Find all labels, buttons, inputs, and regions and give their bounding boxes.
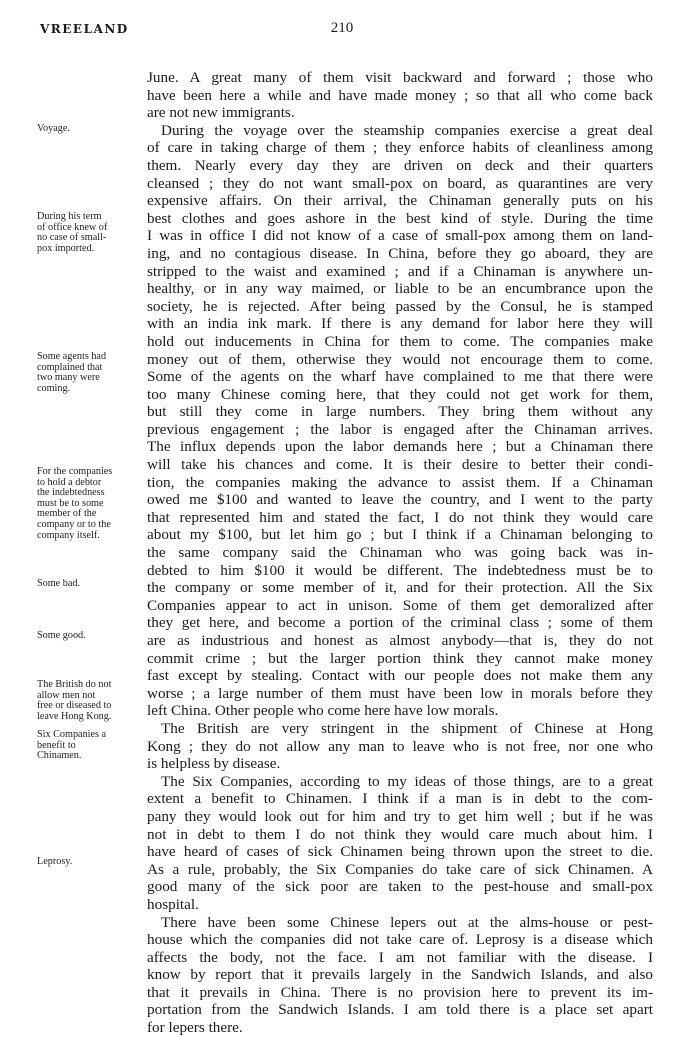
text-line: worse ; a large number of them must have been low in morals before they <box>147 684 653 702</box>
margin-note-line: of office knew of <box>37 221 108 233</box>
text-line: for lepers there. <box>147 1019 243 1037</box>
text-line: that it prevails in China. There is no provision here to prevent its im- <box>147 983 653 1001</box>
text-line: There have been some Chinese lepers out at the alms-house or pest- <box>161 913 653 931</box>
paragraph <box>147 69 653 122</box>
margin-note-line: coming. <box>37 382 71 394</box>
margin-note-line: During his term <box>37 211 102 222</box>
margin-note <box>37 730 141 762</box>
text-line: the company or some member of it, and for their protection. All the Six <box>147 579 653 597</box>
margin-note-line: no case of small- <box>37 232 107 244</box>
text-line: cleansed ; they do not want small-pox on board, as quarantines are very <box>147 174 653 192</box>
text-line: will take his chances and come. It is their desire to better their condi- <box>147 456 653 474</box>
margin-note-line: leave Hong Kong. <box>37 710 112 722</box>
margin-note-line: to hold a debtor <box>37 476 102 488</box>
text-line: I was in office I did not know of a case of small-pox among them on land- <box>147 227 653 245</box>
margin-note-line: benefit to <box>37 739 76 751</box>
text-line: with an india ink mark. If there is any demand for labor here they will <box>147 315 653 333</box>
body-text <box>147 69 653 1037</box>
margin-note-line: allow men not <box>37 689 96 701</box>
margin-note-line: Voyage. <box>37 123 70 134</box>
paragraph <box>147 122 653 720</box>
text-line: ing, and no contagious disease. In China, before they go aboard, they are <box>147 244 653 262</box>
margin-note-line: Six Companies a <box>37 729 107 740</box>
text-line: previous engagement ; the labor is engaged after the Chinaman arrives. <box>147 420 653 438</box>
text-line: portation from the Sandwich Islands. I am told there is a place set apart <box>147 1001 653 1019</box>
margin-note-line: Chinamen. <box>37 750 82 762</box>
text-line: Some of the agents on the wharf have complained to me that there were <box>147 368 653 386</box>
text-line: stripped to the waist and examined ; and if a Chinaman is anywhere un- <box>147 262 653 280</box>
text-line: affects the body, not the face. I am not familiar with the disease. I <box>147 948 653 966</box>
text-line: have heard of cases of sick Chinamen being thrown upon the street to die. <box>147 843 653 861</box>
text-line: The British are very stringent in the shipment of Chinese at Hong <box>161 719 653 737</box>
text-line: them. Nearly every day they are driven on deck and their quarters <box>147 156 653 174</box>
margin-note <box>37 680 141 722</box>
text-line: good many of the sick poor are taken to the pest-house and small-pox <box>147 878 653 896</box>
margin-note-line: the indebtedness <box>37 487 105 499</box>
text-line: society, he is rejected. After being passed by the Consul, he is stamped <box>147 297 653 315</box>
text-line: healthy, or in any way maimed, or liable to be an encumbrance upon the <box>147 280 653 298</box>
text-line: are not new immigrants. <box>147 104 295 122</box>
text-line: but still they come in large numbers. They bring them without any <box>147 403 653 421</box>
paragraph <box>147 773 653 914</box>
margin-note <box>37 579 141 590</box>
margin-note-line: Leprosy. <box>37 856 73 867</box>
text-line: hospital. <box>147 895 199 913</box>
paragraph <box>147 914 653 1037</box>
text-line: is helpless by disease. <box>147 755 281 773</box>
text-line: The influx depends upon the labor demands here ; but a Chinaman there <box>147 438 653 456</box>
text-line: they get here, and become a portion of the criminal class ; some of them <box>147 614 653 632</box>
text-line: During the voyage over the steamship companies exercise a great deal <box>161 121 653 139</box>
text-line: are as industrious and honest as almost anybody—that is, they do not <box>147 632 653 649</box>
text-line: too many Chinese coming here, that they could not get work for them, <box>147 385 653 403</box>
text-line: extent a benefit to Chinamen. I think if a man is in debt to the com- <box>147 790 653 808</box>
running-head: VREELAND <box>40 22 129 36</box>
margin-note <box>37 212 141 254</box>
text-line: expensive affairs. On their arrival, the Chinaman generally puts on his <box>147 192 653 210</box>
text-line: Kong ; they do not allow any man to leave who is not free, nor one who <box>147 737 653 755</box>
text-line: know by report that it prevails largely in the Sandwich Islands, and also <box>147 966 653 984</box>
margin-note <box>37 631 141 642</box>
text-line: house which the companies did not take care of. Leprosy is a disease which <box>147 931 653 949</box>
text-line: commit crime ; but the larger portion think they cannot make money <box>147 649 653 667</box>
text-line: owed me $100 and wanted to leave the country, and I went to the party <box>147 491 653 509</box>
margin-note-line: company or to the <box>37 518 111 530</box>
text-line: about my $100, but let him go ; but I think if a Chinaman belonging to <box>147 526 653 544</box>
margin-note-line: member of the <box>37 508 97 520</box>
text-line: of care in taking charge of them ; they enforce habits of cleanliness among <box>147 139 653 157</box>
margin-note-line: complained that <box>37 361 103 373</box>
text-line: tion, the companies making the advance to assist them. If a Chinaman <box>147 473 653 491</box>
text-line: Companies appear to act in unison. Some of them get demoralized after <box>147 596 653 614</box>
paragraph <box>147 720 653 773</box>
margin-note <box>37 124 141 135</box>
margin-note-line: two many were <box>37 372 100 384</box>
text-line: money out of them, otherwise they would not encourage them to come. <box>147 350 653 368</box>
margin-note-line: Some agents had <box>37 351 107 362</box>
margin-note-line: The British do not <box>37 679 112 690</box>
text-line: best clothes and goes ashore in the best kind of style. During the time <box>147 209 653 227</box>
text-line: fast except by stealing. Contact with our people does not make them any <box>147 667 653 685</box>
text-line: have been here a while and have made money ; so that all who come back <box>147 86 653 104</box>
text-line: that represented him and stated the fact, I do not think they would care <box>147 508 653 526</box>
margin-note <box>37 857 141 868</box>
margin-note-line: For the companies <box>37 466 113 477</box>
page-number: 210 <box>330 20 354 36</box>
margin-note-line: Some bad. <box>37 578 81 589</box>
margin-note <box>37 467 141 541</box>
margin-note-line: must be to some <box>37 497 104 509</box>
text-line: hold out inducements in China for them to come. The companies make <box>147 332 653 350</box>
text-line: As a rule, probably, the Six Companies do take care of sick Chinamen. A <box>147 860 653 878</box>
text-line: June. A great many of them visit backward and forward ; those who <box>147 69 653 86</box>
margin-note-line: free or diseased to <box>37 700 112 712</box>
margin-note <box>37 352 141 394</box>
text-line: left China. Other people who come here have low morals. <box>147 702 499 720</box>
margin-note-line: pox imported. <box>37 242 95 254</box>
margin-note-line: company itself. <box>37 529 100 541</box>
text-line: pany they would look out for him and try to get him well ; but if he was <box>147 807 653 825</box>
text-line: debted to him $100 it would be different. The indebtedness must be to <box>147 561 653 579</box>
text-line: The Six Companies, according to my ideas of those things, are to a great <box>161 772 653 790</box>
text-line: the same company said the Chinaman who was going back was in- <box>147 544 653 562</box>
margin-note-line: Some good. <box>37 630 86 641</box>
text-line: not in debt to them I do not think they would care much about him. I <box>147 825 653 843</box>
